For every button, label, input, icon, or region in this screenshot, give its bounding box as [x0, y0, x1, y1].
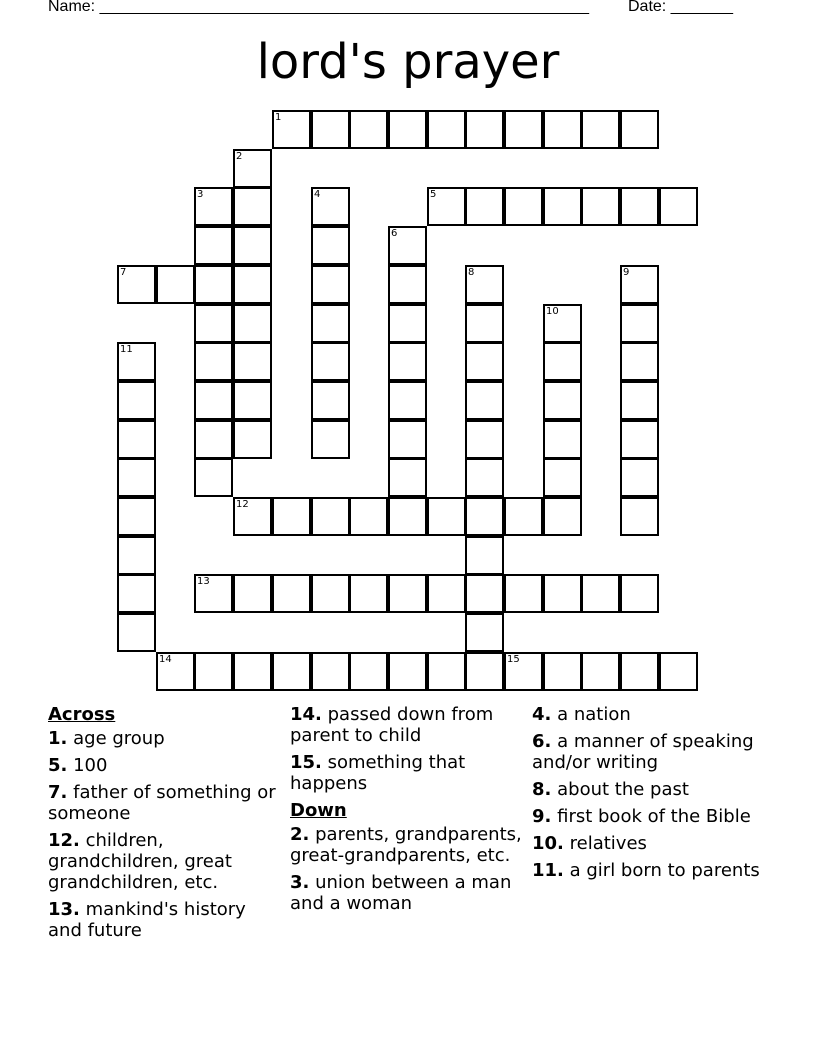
grid-cell[interactable]	[233, 574, 272, 613]
grid-cell[interactable]	[504, 497, 543, 536]
grid-cell[interactable]	[311, 342, 350, 381]
clue-number: 5	[430, 189, 437, 200]
grid-cell[interactable]	[465, 304, 504, 343]
clue-column-3	[532, 704, 764, 887]
grid-cell[interactable]	[388, 458, 427, 497]
grid-cell[interactable]	[233, 226, 272, 265]
grid-cell[interactable]	[117, 613, 156, 652]
grid-cell[interactable]	[543, 381, 582, 420]
grid-cell[interactable]	[388, 574, 427, 613]
down-clue-6: 6. a manner of speaking and/or writing	[532, 731, 754, 773]
clue-number: 9	[623, 267, 630, 278]
grid-cell[interactable]	[117, 381, 156, 420]
grid-cell[interactable]	[543, 110, 582, 149]
grid-cell[interactable]	[620, 342, 659, 381]
grid-cell[interactable]	[465, 110, 504, 149]
grid-cell[interactable]	[427, 110, 466, 149]
grid-cell[interactable]	[117, 458, 156, 497]
grid-cell[interactable]	[388, 420, 427, 459]
grid-cell[interactable]	[388, 304, 427, 343]
grid-cell[interactable]	[194, 226, 233, 265]
grid-cell[interactable]	[465, 381, 504, 420]
grid-cell[interactable]	[194, 381, 233, 420]
grid-cell[interactable]	[349, 497, 388, 536]
date-field-label: Date: _______	[628, 0, 733, 15]
grid-cell[interactable]	[659, 187, 698, 226]
grid-cell[interactable]	[311, 420, 350, 459]
grid-cell[interactable]	[272, 110, 311, 149]
across-heading: Across	[48, 704, 116, 725]
across-clue-5: 5. 100	[48, 755, 108, 776]
grid-cell[interactable]	[117, 342, 156, 381]
grid-cell[interactable]	[388, 265, 427, 304]
grid-cell[interactable]	[388, 226, 427, 265]
grid-cell[interactable]	[388, 110, 427, 149]
clue-column-1	[48, 704, 280, 947]
grid-cell[interactable]	[543, 304, 582, 343]
grid-cell[interactable]	[543, 187, 582, 226]
across-clue-13: 13. mankind's history and future	[48, 899, 246, 941]
down-clue-11: 11. a girl born to parents	[532, 860, 760, 881]
grid-cell[interactable]	[465, 652, 504, 691]
clue-number: 7	[120, 267, 127, 278]
grid-cell[interactable]	[581, 652, 620, 691]
down-clue-4: 4. a nation	[532, 704, 631, 725]
grid-cell[interactable]	[194, 304, 233, 343]
grid-cell[interactable]	[156, 265, 195, 304]
grid-cell[interactable]	[233, 342, 272, 381]
grid-cell[interactable]	[194, 652, 233, 691]
grid-cell[interactable]	[311, 497, 350, 536]
grid-cell[interactable]	[581, 110, 620, 149]
grid-cell[interactable]	[233, 304, 272, 343]
down-clue-9: 9. first book of the Bible	[532, 806, 751, 827]
grid-cell[interactable]	[311, 187, 350, 226]
grid-cell[interactable]	[620, 110, 659, 149]
grid-cell[interactable]	[465, 574, 504, 613]
grid-cell[interactable]	[543, 458, 582, 497]
grid-cell[interactable]	[272, 497, 311, 536]
across-clue-1: 1. age group	[48, 728, 165, 749]
clue-number: 4	[314, 189, 321, 200]
grid-cell[interactable]	[311, 226, 350, 265]
grid-cell[interactable]	[465, 187, 504, 226]
grid-cell[interactable]	[311, 381, 350, 420]
grid-cell[interactable]	[620, 187, 659, 226]
grid-cell[interactable]	[233, 652, 272, 691]
grid-cell[interactable]	[349, 652, 388, 691]
grid-cell[interactable]	[620, 497, 659, 536]
grid-cell[interactable]	[620, 458, 659, 497]
grid-cell[interactable]	[388, 497, 427, 536]
clue-number: 10	[546, 306, 559, 317]
down-clue-2: 2. parents, grandparents, great-grandparents, etc.	[290, 824, 522, 866]
across-clue-12: 12. children, grandchildren, great grandchildren, etc.	[48, 830, 232, 893]
grid-cell[interactable]	[465, 613, 504, 652]
grid-cell[interactable]	[272, 652, 311, 691]
grid-cell[interactable]	[233, 149, 272, 188]
grid-cell[interactable]	[543, 497, 582, 536]
clue-number: 8	[468, 267, 475, 278]
clue-number: 6	[391, 228, 398, 239]
grid-cell[interactable]	[349, 574, 388, 613]
grid-cell[interactable]	[504, 574, 543, 613]
grid-cell[interactable]	[194, 458, 233, 497]
grid-cell[interactable]	[311, 304, 350, 343]
clue-number: 12	[236, 499, 249, 510]
clue-number: 13	[197, 576, 210, 587]
clue-number: 3	[197, 189, 204, 200]
grid-cell[interactable]	[465, 265, 504, 304]
clue-number: 1	[275, 112, 282, 123]
across-clue-15: 15. something that happens	[290, 752, 466, 794]
name-field-label: Name: _______________________________________________________	[48, 0, 589, 15]
grid-cell[interactable]	[156, 652, 195, 691]
clue-number: 2	[236, 151, 243, 162]
down-heading: Down	[290, 800, 347, 821]
grid-cell[interactable]	[620, 652, 659, 691]
grid-cell[interactable]	[465, 536, 504, 575]
grid-cell[interactable]	[194, 420, 233, 459]
grid-cell[interactable]	[465, 342, 504, 381]
clue-column-2	[290, 704, 522, 920]
grid-cell[interactable]	[620, 304, 659, 343]
grid-cell[interactable]	[233, 420, 272, 459]
grid-cell[interactable]	[117, 265, 156, 304]
clue-number: 15	[507, 654, 520, 665]
grid-cell[interactable]	[194, 342, 233, 381]
grid-cell[interactable]	[465, 420, 504, 459]
grid-cell[interactable]	[427, 574, 466, 613]
grid-cell[interactable]	[620, 420, 659, 459]
grid-cell[interactable]	[117, 536, 156, 575]
grid-cell[interactable]	[543, 342, 582, 381]
grid-cell[interactable]	[504, 652, 543, 691]
grid-cell[interactable]	[117, 420, 156, 459]
down-clue-10: 10. relatives	[532, 833, 647, 854]
grid-cell[interactable]	[388, 342, 427, 381]
grid-cell[interactable]	[311, 652, 350, 691]
down-clue-3: 3. union between a man and a woman	[290, 872, 512, 914]
grid-cell[interactable]	[194, 265, 233, 304]
grid-cell[interactable]	[659, 652, 698, 691]
grid-cell[interactable]	[620, 381, 659, 420]
grid-cell[interactable]	[504, 110, 543, 149]
grid-cell[interactable]	[311, 110, 350, 149]
grid-cell[interactable]	[311, 265, 350, 304]
grid-cell[interactable]	[194, 187, 233, 226]
grid-cell[interactable]	[465, 497, 504, 536]
down-clue-8: 8. about the past	[532, 779, 689, 800]
grid-cell[interactable]	[620, 265, 659, 304]
grid-cell[interactable]	[543, 574, 582, 613]
grid-cell[interactable]	[504, 187, 543, 226]
across-clue-7: 7. father of something or someone	[48, 782, 276, 824]
grid-cell[interactable]	[233, 187, 272, 226]
grid-cell[interactable]	[311, 574, 350, 613]
across-clue-14: 14. passed down from parent to child	[290, 704, 494, 746]
grid-cell[interactable]	[194, 574, 233, 613]
grid-cell[interactable]	[349, 110, 388, 149]
grid-cell[interactable]	[543, 652, 582, 691]
grid-cell[interactable]	[388, 381, 427, 420]
grid-cell[interactable]	[388, 652, 427, 691]
grid-cell[interactable]	[581, 574, 620, 613]
grid-cell[interactable]	[117, 497, 156, 536]
puzzle-title: lord's prayer	[256, 34, 560, 90]
grid-cell[interactable]	[272, 574, 311, 613]
grid-cell[interactable]	[233, 381, 272, 420]
grid-cell[interactable]	[465, 458, 504, 497]
grid-cell[interactable]	[233, 265, 272, 304]
grid-cell[interactable]	[117, 574, 156, 613]
grid-cell[interactable]	[543, 420, 582, 459]
grid-cell[interactable]	[233, 497, 272, 536]
grid-cell[interactable]	[427, 187, 466, 226]
clue-number: 14	[159, 654, 172, 665]
grid-cell[interactable]	[620, 574, 659, 613]
grid-cell[interactable]	[427, 497, 466, 536]
grid-cell[interactable]	[427, 652, 466, 691]
clue-number: 11	[120, 344, 133, 355]
grid-cell[interactable]	[581, 187, 620, 226]
